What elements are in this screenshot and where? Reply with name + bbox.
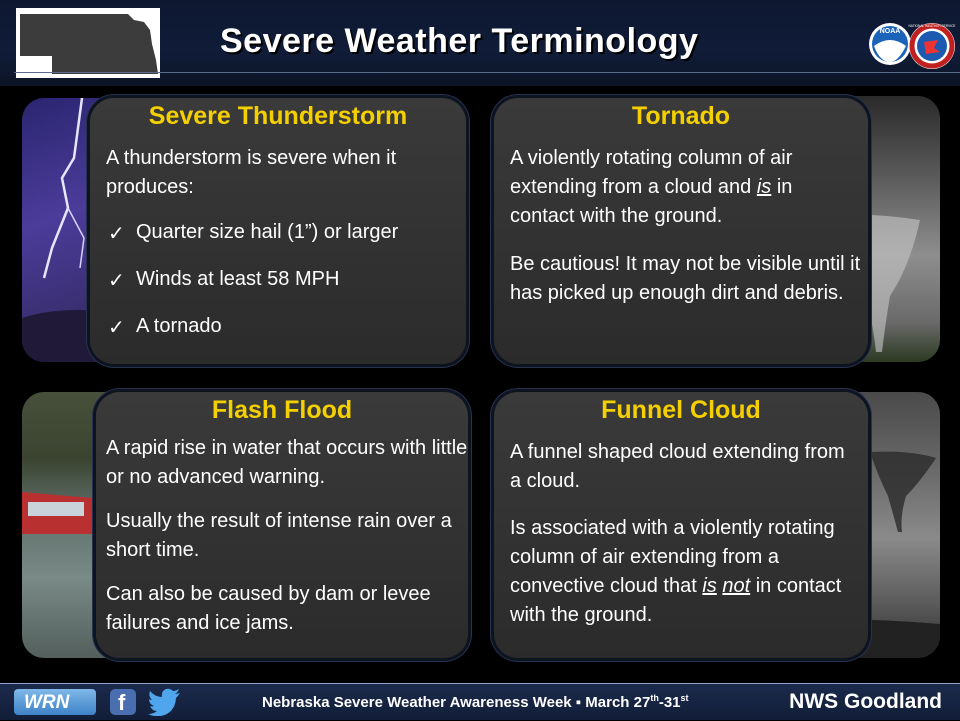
footer-sup: th [650, 693, 659, 703]
facebook-glyph: f [118, 690, 126, 715]
checkmark-icon: ✓ [108, 270, 125, 292]
nws-logo-text: NATIONAL WEATHER SERVICE [908, 24, 956, 28]
agency-logos [868, 18, 958, 72]
wrn-logo-text: WRN [24, 692, 70, 713]
card-text: A thunderstorm is severe when it produces: [106, 147, 397, 198]
office-name: NWS Goodland [789, 690, 942, 713]
emphasis-text: is [756, 176, 772, 198]
footer-bar [0, 684, 960, 720]
nebraska-map [16, 8, 160, 78]
card-text: A funnel shaped cloud extending from a cloud. [510, 441, 845, 492]
card-text [510, 514, 860, 630]
footer-text-part: Nebraska Severe Weather Awareness Week ▪ March 27 [262, 694, 651, 711]
emphasis-text: not [722, 575, 751, 597]
checkmark-icon: ✓ [108, 317, 125, 339]
noaa-logo-text: NOAA [879, 28, 901, 35]
list-item: Quarter size hail (1”) or larger [136, 221, 399, 243]
card-title: Funnel Cloud [601, 396, 761, 424]
card-funnel-cloud [494, 392, 868, 658]
twitter-icon[interactable] [148, 688, 182, 716]
card-title: Tornado [631, 102, 731, 130]
text-part: Is associated with a violently rotating column of air extending from a convective cloud that [510, 517, 835, 597]
footer-text-part: -31 [658, 694, 681, 711]
text-part: in contact with the ground. [510, 176, 793, 227]
page-title: Severe Weather Terminology [220, 22, 699, 60]
list-item: A tornado [136, 315, 222, 337]
card-flash-flood [96, 392, 468, 658]
emphasis-text: is [702, 575, 717, 597]
header-divider [14, 72, 960, 73]
card-title: Severe Thunderstorm [148, 102, 408, 130]
header-bar [0, 0, 960, 86]
card-text: Be cautious! It may not be visible until it has picked up enough dirt and debris. [510, 253, 861, 304]
text-part: in contact with the ground. [510, 575, 842, 626]
footer-event-text [262, 693, 689, 711]
card-text: Can also be caused by dam or levee failures and ice jams. [106, 583, 431, 634]
footer-sup: st [680, 693, 689, 703]
wrn-logo[interactable] [14, 689, 96, 715]
card-text [510, 144, 860, 231]
card-tornado [494, 98, 868, 364]
noaa-nws-logos [868, 18, 958, 72]
facebook-icon[interactable] [110, 689, 136, 715]
list-item: Winds at least 58 MPH [136, 268, 340, 290]
checkmark-icon: ✓ [108, 223, 125, 245]
card-text: A rapid rise in water that occurs with little or no advanced warning. [106, 437, 468, 488]
text-part: A violently rotating column of air extending from a cloud and [510, 147, 793, 198]
card-title: Flash Flood [211, 396, 353, 424]
twitter-bird-icon [148, 688, 182, 716]
card-severe-thunderstorm [90, 98, 466, 364]
card-text: Usually the result of intense rain over a short time. [106, 510, 452, 561]
